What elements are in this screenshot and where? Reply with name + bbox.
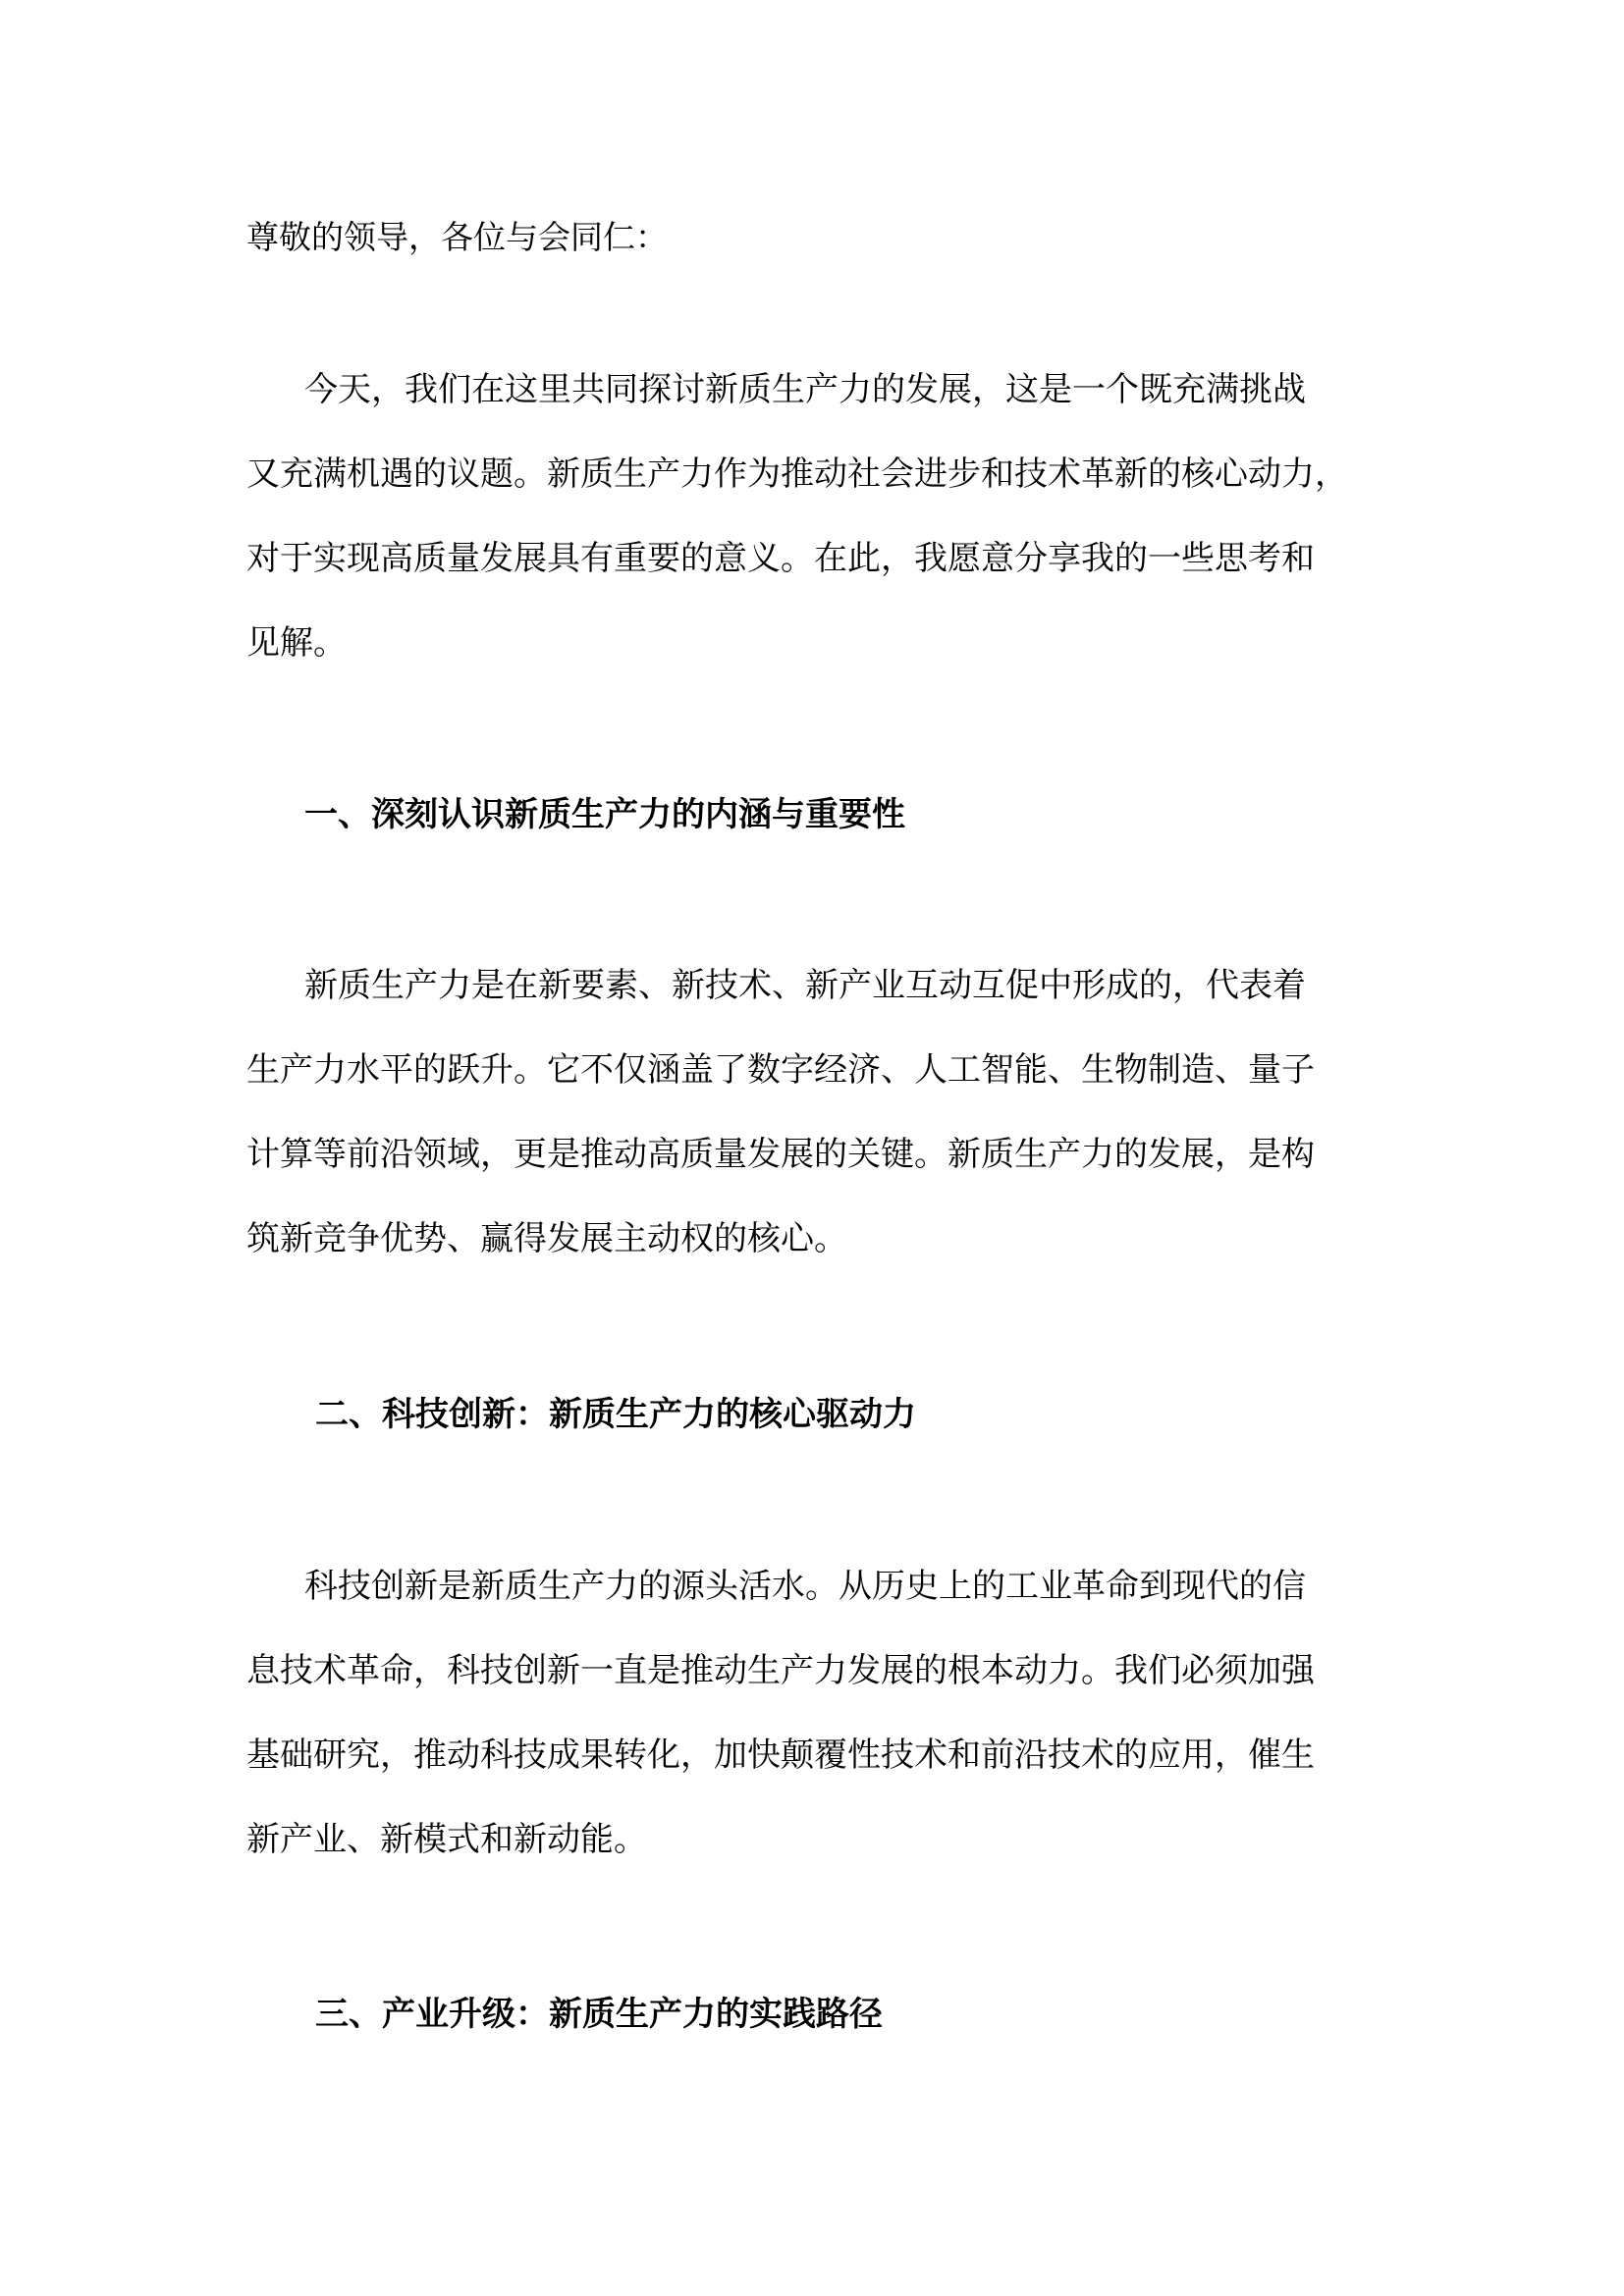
greeting-line: 尊敬的领导，各位与会同仁： [246,218,668,256]
paragraph-line: 对于实现高质量发展具有重要的意义。在此，我愿意分享我的一些思考和 [246,539,1315,578]
paragraph-line: 今天，我们在这里共同探讨新质生产力的发展，这是一个既充满挑战 [304,370,1306,409]
paragraph-line: 新质生产力是在新要素、新技术、新产业互动互促中形成的，代表着 [304,966,1306,1005]
paragraph-line: 新产业、新模式和新动能。 [246,1820,647,1859]
paragraph-line: 科技创新是新质生产力的源头活水。从历史上的工业革命到现代的信 [304,1567,1306,1606]
paragraph-line: 计算等前沿领域，更是推动高质量发展的关键。新质生产力的发展，是构 [246,1135,1315,1174]
paragraph-line: 见解。 [246,623,347,663]
paragraph-line: 又充满机遇的议题。新质生产力作为推动社会进步和技术革新的核心动力， [246,454,1348,494]
section-heading-2: 二、科技创新：新质生产力的核心驱动力 [315,1395,916,1434]
paragraph-line: 筑新竞争优势、赢得发展主动权的核心。 [246,1219,847,1258]
section-heading-1: 一、深刻认识新质生产力的内涵与重要性 [304,795,905,834]
paragraph-line: 生产力水平的跃升。它不仅涵盖了数字经济、人工智能、生物制造、量子 [246,1050,1315,1090]
section-heading-3: 三、产业升级：新质生产力的实践路径 [315,1995,883,2034]
paragraph-line: 息技术革命，科技创新一直是推动生产力发展的根本动力。我们必须加强 [246,1651,1315,1690]
paragraph-line: 基础研究，推动科技成果转化，加快颠覆性技术和前沿技术的应用，催生 [246,1735,1315,1775]
